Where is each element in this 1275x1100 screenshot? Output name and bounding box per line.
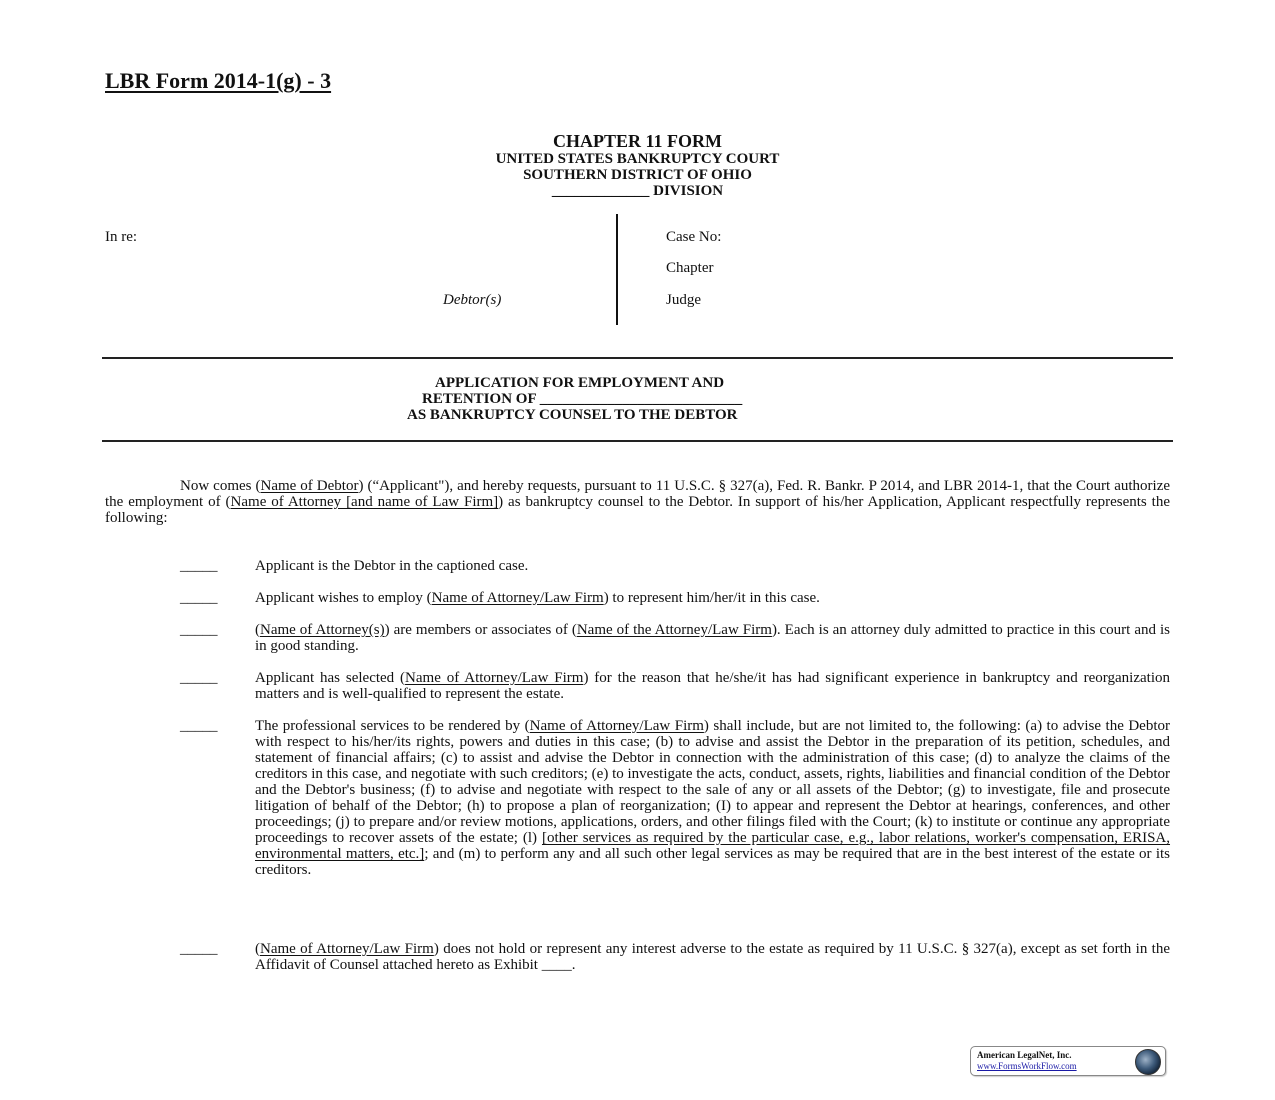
form-title: CHAPTER 11 FORM	[553, 131, 722, 151]
list-item	[255, 718, 1170, 878]
bottom-rule	[102, 440, 1173, 442]
name-of-debtor-field: Name of Debtor	[260, 478, 359, 494]
application-title-line2: RETENTION OF ___________________________	[422, 391, 743, 407]
attorneys-field: Name of Attorney(s)	[260, 622, 385, 638]
attorney-firm-field: Name of Attorney/Law Firm	[431, 590, 604, 606]
attorney-firm-field: Name of Attorney/Law Firm	[405, 670, 584, 686]
item-text: ; and (m) to perform any and all such other legal services as may be required that are in the best interest of the estate or its creditors.	[255, 846, 1170, 878]
item-blank[interactable]: _____	[180, 670, 218, 686]
item-text: ) are members or associates of (	[384, 622, 577, 638]
item-text: ) to represent him/her/it in this case.	[603, 590, 820, 606]
list-item	[255, 590, 1170, 606]
judge-label: Judge	[666, 292, 701, 308]
court-name: UNITED STATES BANKRUPTCY COURT	[495, 151, 780, 167]
list-item	[255, 670, 1170, 702]
debtor-label: Debtor(s)	[443, 292, 502, 308]
attorney-firm-field: Name of Attorney/Law Firm	[529, 718, 704, 734]
badge-company: American LegalNet, Inc.	[977, 1050, 1072, 1060]
intro-paragraph	[105, 478, 1170, 526]
item-blank[interactable]: _____	[180, 558, 218, 574]
attorney-firm-field: Name of the Attorney/Law Firm	[576, 622, 772, 638]
caption-divider	[616, 214, 618, 325]
item-text: (	[255, 941, 260, 957]
intro-text: ) (“Applicant"), and hereby requests, pursuant to 11 U.S.C. § 327(a), Fed. R. Bankr. P 2014, and LBR 2014-1, that the Court authorize the employment of (	[105, 478, 1171, 510]
application-title-line3: AS BANKRUPTCY COUNSEL TO THE DEBTOR	[407, 407, 738, 423]
list-item	[255, 558, 1170, 574]
item-blank[interactable]: _____	[180, 718, 218, 734]
intro-text: ) as bankruptcy counsel to the Debtor. In support of his/her Application, Applicant respectfully represents the following:	[105, 494, 1170, 526]
item-text: ) for the reason that he/she/it has had significant experience in bankruptcy and reorganization matters and is well-qualified to represent the estate.	[255, 670, 1171, 702]
chapter-label: Chapter	[666, 260, 714, 276]
list-item	[255, 941, 1170, 973]
form-id: LBR Form 2014-1(g) - 3	[105, 68, 332, 93]
application-title-line1: APPLICATION FOR EMPLOYMENT AND	[435, 375, 725, 391]
item-text: ). Each is an attorney duly admitted to practice in this court and is in good standing.	[255, 622, 1170, 654]
item-text: Applicant is the Debtor in the captioned case.	[255, 558, 529, 574]
item-text: The professional services to be rendered by (	[255, 718, 530, 734]
item-text: (	[255, 622, 260, 638]
top-rule	[102, 357, 1173, 359]
intro-text: Now comes (	[180, 478, 261, 494]
item-text: ) does not hold or represent any interest adverse to the estate as required by 11 U.S.C. § 327(a), except as set forth in the Affidavit of Counsel attached hereto as Exhibit ____.	[255, 941, 1171, 973]
attorney-firm-field: Name of Attorney/Law Firm	[260, 941, 434, 957]
other-services-field: [other services as required by the particular case, e.g., labor relations, worker's compensation, ERISA, environmental matters, etc.]	[255, 830, 1171, 862]
badge-url-link[interactable]: www.FormsWorkFlow.com	[977, 1061, 1077, 1071]
in-re-label: In re:	[105, 229, 138, 245]
item-blank[interactable]: _____	[180, 590, 218, 606]
division-name: _____________ DIVISION	[551, 183, 724, 199]
item-blank[interactable]: _____	[180, 622, 218, 638]
item-text: Applicant has selected (	[255, 670, 406, 686]
item-text: Applicant wishes to employ (	[255, 590, 432, 606]
name-of-attorney-field: Name of Attorney [and name of Law Firm]	[230, 494, 499, 510]
item-blank[interactable]: _____	[180, 941, 218, 957]
globe-logo-icon	[1135, 1049, 1161, 1075]
item-text: ) shall include, but are not limited to, the following: (a) to advise the Debtor with respect to his/her/its rights, powers and duties in this case; (b) to advise and assist the Debtor in the preparation of its petition, schedules, and statement of financial affairs; (c) to assist and advise the Debtor in connection with the administration of this case; (d) to analyze the claims of the creditors in this case, and negotiate with such creditors; (e) to investigate the acts, conduct, assets, rights, liabilities and financial condition of the Debtor and the Debtor's business; (f) to advise and negotiate with respect to the sale of any or all assets of the Debtor; (g) to investigate, file and prosecute litigation of behalf of the Debtor; (h) to propose a plan of reorganization; (I) to appear and represent the Debtor at hearings, conferences, and other proceedings; (j) to prepare and/or review motions, applications, orders, and other filings filed with the Court; (k) to institute or continue any appropriate proceedings to recover assets of the estate; (l)	[255, 718, 1170, 846]
list-item	[255, 622, 1170, 654]
district-name: SOUTHERN DISTRICT OF OHIO	[523, 167, 752, 183]
american-legalnet-badge[interactable]	[970, 1046, 1166, 1076]
case-no-label: Case No:	[666, 229, 722, 245]
